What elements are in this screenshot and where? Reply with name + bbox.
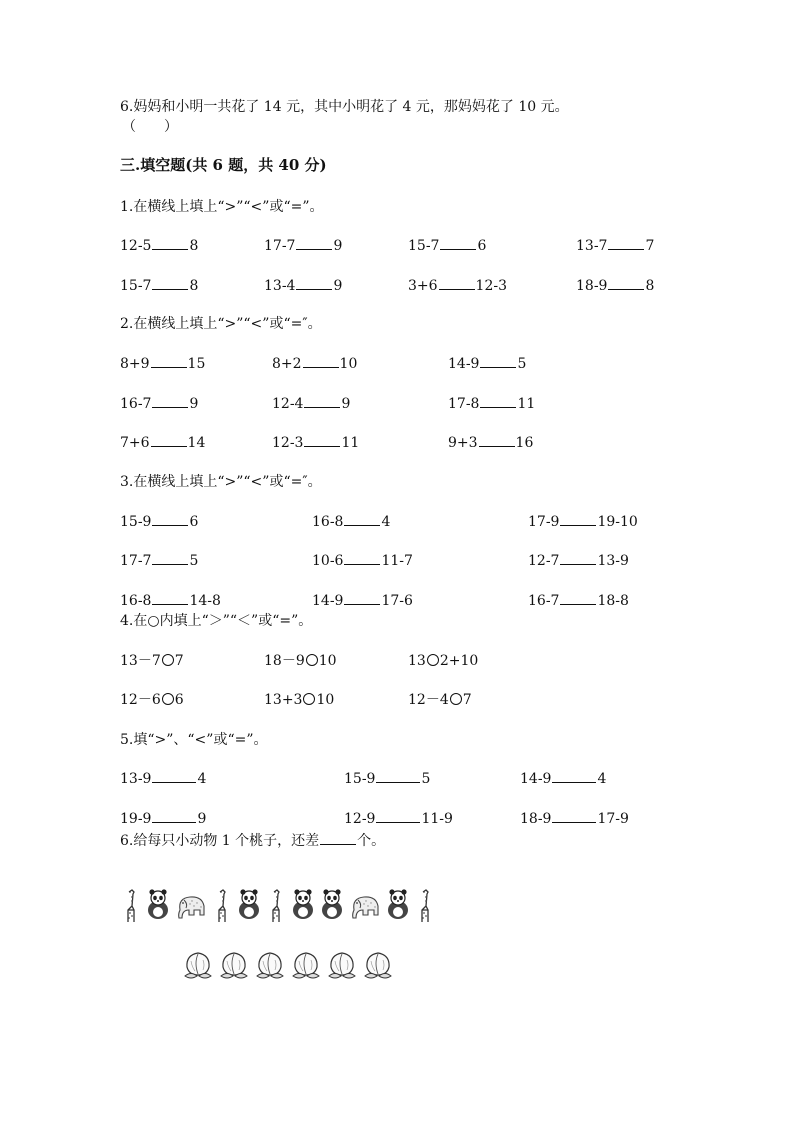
- section3-title: 三.填空题(共 6 题，共 40 分): [120, 156, 327, 174]
- q6-answer-blank[interactable]: [320, 832, 356, 845]
- expr-left: 14-9: [520, 771, 552, 787]
- expr-right: 9: [333, 238, 343, 254]
- expr-left: 18-9: [520, 811, 552, 827]
- q3-item: [312, 592, 413, 610]
- expr-left: 16-8: [312, 514, 344, 530]
- expr-left: 13: [408, 653, 426, 669]
- q2-item: [120, 434, 205, 452]
- expr-left: 12-4: [272, 396, 304, 412]
- expr-right: 8: [189, 238, 199, 254]
- expr-left: 14-9: [448, 356, 480, 372]
- answer-blank[interactable]: [480, 355, 516, 368]
- expr-right: 5: [189, 553, 199, 569]
- q1-item: [576, 237, 654, 255]
- expr-right: 5: [517, 356, 527, 372]
- peach-icon: [326, 949, 358, 981]
- expr-left: 9+3: [448, 435, 478, 451]
- answer-blank[interactable]: [151, 434, 187, 447]
- q3-item: [120, 592, 221, 610]
- expr-left: 12-9: [344, 811, 376, 827]
- answer-blank[interactable]: [560, 513, 596, 526]
- answer-blank[interactable]: [479, 434, 515, 447]
- expr-right: 9: [333, 278, 343, 294]
- q4-item: [264, 652, 337, 670]
- expr-right: 7: [462, 692, 472, 708]
- expr-right: 6: [477, 238, 487, 254]
- expr-right: 19-10: [597, 514, 638, 530]
- q6-text-before: 6.给每只小动物 1 个桃子，还差: [120, 833, 320, 849]
- expr-right: 2+10: [439, 653, 479, 669]
- expr-left: 13-4: [264, 278, 296, 294]
- q1-item: [120, 237, 198, 255]
- q4-title: 4.在○内填上“＞”“＜”或“=”。: [120, 613, 313, 629]
- q3-item: [528, 513, 638, 531]
- answer-blank[interactable]: [303, 355, 339, 368]
- expr-right: 4: [381, 514, 391, 530]
- peach-icon: [218, 949, 250, 981]
- q1-item: [576, 277, 654, 295]
- answer-blank[interactable]: [344, 513, 380, 526]
- q1-title: 1.在横线上填上“>”“<”或“=”。: [120, 199, 324, 215]
- expr-left: 17-8: [448, 396, 480, 412]
- expr-right: 15: [187, 356, 206, 372]
- giraffe-icon: [265, 888, 287, 924]
- answer-blank[interactable]: [152, 770, 196, 783]
- expr-right: 4: [597, 771, 607, 787]
- answer-circle[interactable]: [162, 693, 174, 705]
- expr-left: 15-7: [120, 278, 152, 294]
- q2-item: [448, 355, 526, 373]
- q2-item: [448, 395, 535, 413]
- elephant-icon: [348, 888, 382, 924]
- answer-circle[interactable]: [162, 654, 174, 666]
- answer-circle[interactable]: [303, 693, 315, 705]
- q2-item: [120, 395, 198, 413]
- q5-item: [120, 810, 206, 828]
- answer-blank[interactable]: [480, 395, 516, 408]
- expr-right: 11: [517, 396, 536, 412]
- q2-item: [272, 355, 357, 373]
- expr-left: 10-6: [312, 553, 344, 569]
- expr-right: 14: [187, 435, 206, 451]
- q1-item: [264, 237, 342, 255]
- expr-left: 14-9: [312, 593, 344, 609]
- answer-blank[interactable]: [304, 434, 340, 447]
- q2-item: [448, 434, 533, 452]
- expr-left: 12－6: [120, 692, 161, 708]
- panda-icon: [290, 888, 316, 924]
- expr-left: 17-7: [264, 238, 296, 254]
- q1-item: [120, 277, 198, 295]
- answer-circle[interactable]: [427, 654, 439, 666]
- q5-item: [520, 770, 606, 788]
- q4-item: [120, 691, 184, 709]
- peach-icon: [290, 949, 322, 981]
- expr-right: 6: [189, 514, 199, 530]
- expr-right: 12-3: [475, 278, 507, 294]
- q5-item: [120, 770, 206, 788]
- q4-item: [264, 691, 334, 709]
- panda-icon: [385, 888, 411, 924]
- panda-icon: [145, 888, 171, 924]
- q4-item: [408, 691, 472, 709]
- expr-right: 14-8: [189, 593, 221, 609]
- expr-left: 15-9: [344, 771, 376, 787]
- expr-left: 15-9: [120, 514, 152, 530]
- expr-left: 16-7: [528, 593, 560, 609]
- answer-blank[interactable]: [152, 277, 188, 290]
- peach-icon: [182, 949, 214, 981]
- elephant-icon: [174, 888, 208, 924]
- q1-item: [264, 277, 342, 295]
- answer-blank[interactable]: [152, 513, 188, 526]
- expr-left: 3+6: [408, 278, 438, 294]
- judge-q6-answer-paren[interactable]: （ ）: [122, 119, 178, 135]
- expr-left: 16-7: [120, 396, 152, 412]
- answer-blank[interactable]: [552, 810, 596, 823]
- answer-blank[interactable]: [376, 770, 420, 783]
- expr-left: 18－9: [264, 653, 305, 669]
- expr-right: 11-9: [421, 811, 453, 827]
- q5-title: 5.填“>”、“<”或“=”。: [120, 732, 268, 748]
- expr-right: 9: [189, 396, 199, 412]
- expr-right: 7: [174, 653, 184, 669]
- expr-right: 16: [515, 435, 534, 451]
- q3-item: [312, 552, 413, 570]
- expr-left: 19-9: [120, 811, 152, 827]
- peach-icon: [362, 949, 394, 981]
- answer-blank[interactable]: [296, 277, 332, 290]
- q4-item: [120, 652, 184, 670]
- expr-right: 9: [341, 396, 351, 412]
- q3-item: [120, 513, 198, 531]
- expr-left: 12－4: [408, 692, 449, 708]
- panda-icon: [319, 888, 345, 924]
- answer-blank[interactable]: [440, 237, 476, 250]
- expr-right: 4: [197, 771, 207, 787]
- expr-right: 11: [341, 435, 360, 451]
- q2-item: [272, 395, 350, 413]
- expr-left: 17-7: [120, 553, 152, 569]
- expr-left: 8+2: [272, 356, 302, 372]
- q3-item: [528, 552, 629, 570]
- expr-left: 13+3: [264, 692, 303, 708]
- answer-circle[interactable]: [450, 693, 462, 705]
- answer-blank[interactable]: [151, 355, 187, 368]
- answer-blank[interactable]: [344, 552, 380, 565]
- q6-text-after: 个。: [357, 833, 386, 849]
- answer-blank[interactable]: [344, 592, 380, 605]
- expr-left: 16-8: [120, 593, 152, 609]
- panda-icon: [236, 888, 262, 924]
- expr-right: 10: [318, 653, 337, 669]
- expr-right: 17-9: [597, 811, 629, 827]
- q2-item: [120, 355, 205, 373]
- q1-item: [408, 237, 486, 255]
- expr-left: 12-7: [528, 553, 560, 569]
- expr-left: 13－7: [120, 653, 161, 669]
- expr-right: 11-7: [381, 553, 413, 569]
- answer-blank[interactable]: [152, 237, 188, 250]
- q5-item: [520, 810, 629, 828]
- q5-item: [344, 810, 453, 828]
- answer-blank[interactable]: [376, 810, 420, 823]
- expr-left: 12-3: [272, 435, 304, 451]
- expr-left: 8+9: [120, 356, 150, 372]
- answer-blank[interactable]: [608, 277, 644, 290]
- expr-right: 18-8: [597, 593, 629, 609]
- answer-circle[interactable]: [306, 654, 318, 666]
- answer-blank[interactable]: [560, 552, 596, 565]
- expr-left: 17-9: [528, 514, 560, 530]
- giraffe-icon: [211, 888, 233, 924]
- answer-blank[interactable]: [152, 552, 188, 565]
- expr-right: 7: [645, 238, 655, 254]
- q2-title: 2.在横线上填上“>”“<”或“=″。: [120, 316, 322, 332]
- expr-right: 5: [421, 771, 431, 787]
- expr-right: 10: [339, 356, 358, 372]
- expr-right: 10: [316, 692, 335, 708]
- expr-left: 13-7: [576, 238, 608, 254]
- expr-right: 13-9: [597, 553, 629, 569]
- answer-blank[interactable]: [152, 810, 196, 823]
- q6-text: [120, 832, 385, 850]
- answer-blank[interactable]: [439, 277, 475, 290]
- q3-item: [120, 552, 198, 570]
- q5-item: [344, 770, 430, 788]
- expr-right: 9: [197, 811, 207, 827]
- expr-right: 6: [174, 692, 184, 708]
- expr-left: 18-9: [576, 278, 608, 294]
- q3-item: [312, 513, 390, 531]
- expr-right: 8: [189, 278, 199, 294]
- q2-item: [272, 434, 359, 452]
- giraffe-icon: [120, 888, 142, 924]
- expr-left: 12-5: [120, 238, 152, 254]
- q3-item: [528, 592, 629, 610]
- expr-right: 8: [645, 278, 655, 294]
- answer-blank[interactable]: [304, 395, 340, 408]
- peach-icon: [254, 949, 286, 981]
- expr-right: 17-6: [381, 593, 413, 609]
- giraffe-icon: [414, 888, 436, 924]
- expr-left: 15-7: [408, 238, 440, 254]
- answer-blank[interactable]: [560, 592, 596, 605]
- answer-blank[interactable]: [296, 237, 332, 250]
- answer-blank[interactable]: [152, 592, 188, 605]
- expr-left: 13-9: [120, 771, 152, 787]
- answer-blank[interactable]: [152, 395, 188, 408]
- q3-title: 3.在横线上填上“>”“<”或“=″。: [120, 474, 322, 490]
- q4-item: [408, 652, 478, 670]
- answer-blank[interactable]: [608, 237, 644, 250]
- q1-item: [408, 277, 507, 295]
- expr-left: 7+6: [120, 435, 150, 451]
- judge-q6-text: 6.妈妈和小明一共花了 14 元，其中小明花了 4 元，那妈妈花了 10 元。: [120, 99, 569, 115]
- answer-blank[interactable]: [552, 770, 596, 783]
